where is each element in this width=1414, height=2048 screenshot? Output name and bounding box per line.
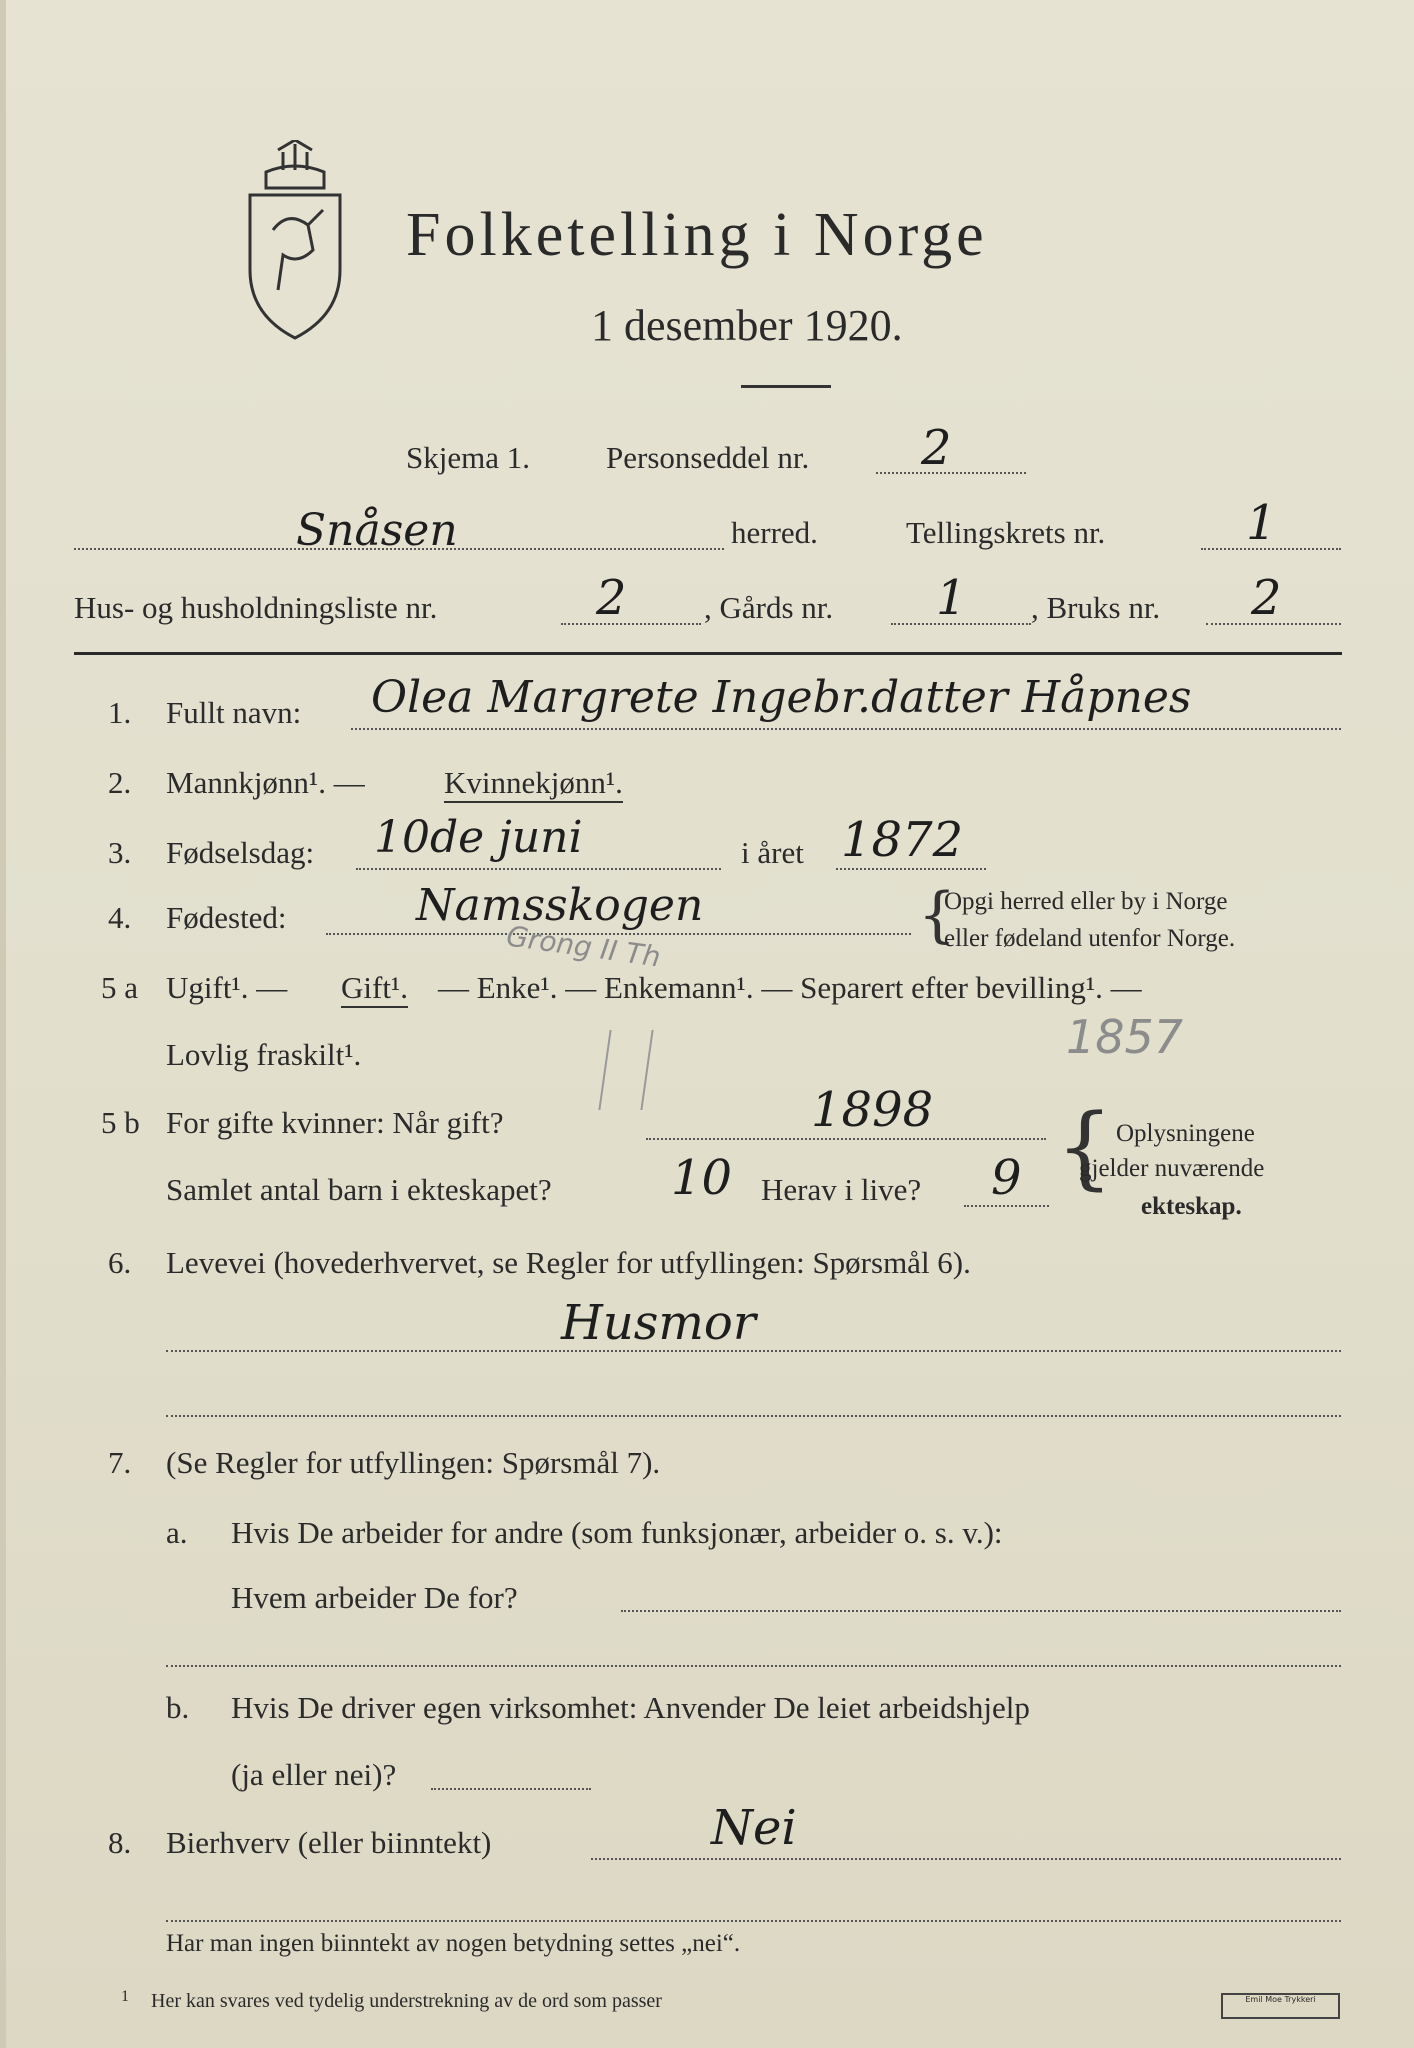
q4-label: Fødested: — [166, 900, 287, 935]
divider — [741, 385, 831, 388]
tellingskrets-value[interactable]: 1 — [1246, 495, 1277, 551]
q7b-label: Hvis De driver egen virksomhet: Anvender De leiet arbeidshjelp — [231, 1690, 1030, 1725]
personseddel-value[interactable]: 2 — [921, 420, 952, 476]
q5a-number: 5 a — [101, 970, 139, 1005]
q8-line — [591, 1858, 1341, 1860]
hus-value[interactable]: 2 — [596, 570, 627, 626]
q4-brace: { — [918, 880, 957, 950]
q3-year-line — [836, 868, 986, 870]
form-title: Folketelling i Norge — [406, 201, 988, 269]
q4-note-line1: Opgi herred eller by i Norge — [944, 888, 1228, 915]
q7-label: (Se Regler for utfyllingen: Spørsmål 7). — [166, 1445, 661, 1480]
printer-stamp: Emil Moe Trykkeri — [1221, 1993, 1340, 2019]
q4-value[interactable]: Namsskogen — [416, 880, 704, 931]
section-rule — [74, 652, 1342, 655]
gards-label: , Gårds nr. — [704, 590, 834, 625]
q7b-line2-label: (ja eller nei)? — [231, 1757, 397, 1792]
q3-year-label: i året — [741, 835, 804, 870]
hus-line — [561, 623, 701, 625]
q5a-pencil-note: 1857 — [1066, 1010, 1184, 1064]
skjema-label: Skjema 1. — [406, 440, 530, 475]
q5b-children-value[interactable]: 10 — [671, 1150, 733, 1206]
q2-label-female[interactable]: Kvinnekjønn¹. — [444, 765, 623, 803]
q6-line1 — [166, 1350, 1341, 1352]
census-date: 1 desember 1920. — [591, 301, 903, 350]
q2-number: 2. — [108, 765, 132, 800]
q6-number: 6. — [108, 1245, 132, 1280]
q1-line — [351, 728, 1341, 730]
tellingskrets-label: Tellingskrets nr. — [906, 515, 1106, 550]
gards-value[interactable]: 1 — [936, 570, 967, 626]
q7a-letter: a. — [166, 1515, 188, 1550]
q5a-gift[interactable]: Gift¹. — [341, 970, 408, 1008]
bruks-label: , Bruks nr. — [1031, 590, 1161, 625]
q3-line — [356, 868, 721, 870]
q7a-line[interactable] — [621, 1610, 1341, 1612]
footnote-number: 1 — [121, 1988, 129, 2005]
q4-pencil-note: Grong II Th — [504, 919, 663, 974]
q6-line2 — [166, 1415, 1341, 1417]
q1-number: 1. — [108, 695, 132, 730]
q7a-line-extra — [166, 1665, 1341, 1667]
q8-value[interactable]: Nei — [711, 1800, 797, 1856]
q5b-alive-value[interactable]: 9 — [991, 1150, 1022, 1206]
q7b-letter: b. — [166, 1690, 190, 1725]
q5b-note-line1: Oplysningene — [1116, 1120, 1255, 1147]
q3-number: 3. — [108, 835, 132, 870]
q1-value[interactable]: Olea Margrete Ingebr.datter Håpnes — [371, 672, 1192, 723]
q5b-line — [646, 1138, 1046, 1140]
q5a-other-options: — Enke¹. — Enkemann¹. — Separert efter bevilling¹. — — [438, 970, 1142, 1005]
bruks-value[interactable]: 2 — [1251, 570, 1282, 626]
q5b-number: 5 b — [101, 1105, 140, 1140]
q8-number: 8. — [108, 1825, 132, 1860]
coat-of-arms-icon — [238, 140, 353, 345]
q5b-brace: { — [1056, 1095, 1114, 1200]
herred-value[interactable]: Snåsen — [296, 505, 458, 556]
q7b-line[interactable] — [431, 1788, 591, 1790]
q5b-label: For gifte kvinner: Når gift? — [166, 1105, 504, 1140]
q4-note-line2: eller fødeland utenfor Norge. — [944, 925, 1236, 952]
q3-value[interactable]: 10de juni — [374, 812, 583, 863]
q5b-value[interactable]: 1898 — [811, 1082, 934, 1138]
q6-label: Levevei (hovederhvervet, se Regler for utfyllingen: Spørsmål 6). — [166, 1245, 971, 1280]
footnote-text: Her kan svares ved tydelig understrekning av de ord som passer — [151, 1990, 662, 2012]
q8-line-extra — [166, 1920, 1341, 1922]
personseddel-label: Personseddel nr. — [606, 440, 810, 475]
q5b-note-line3: ekteskap. — [1141, 1193, 1242, 1220]
q5a-divorced: Lovlig fraskilt¹. — [166, 1037, 362, 1072]
q3-label: Fødselsdag: — [166, 835, 315, 870]
q7-number: 7. — [108, 1445, 132, 1480]
q5b-children-label: Samlet antal barn i ekteskapet? — [166, 1172, 552, 1207]
q2-label-male: Mannkjønn¹. — — [166, 765, 365, 800]
q7a-line2-label: Hvem arbeider De for? — [231, 1580, 518, 1615]
q1-label: Fullt navn: — [166, 695, 302, 730]
q6-value[interactable]: Husmor — [561, 1295, 756, 1351]
q5a-ugift: Ugift¹. — — [166, 970, 288, 1005]
q8-label: Bierhverv (eller biinntekt) — [166, 1825, 492, 1860]
q5b-alive-label: Herav i live? — [761, 1172, 922, 1207]
herred-label: herred. — [731, 515, 818, 550]
pencil-tick-mark — [598, 1030, 653, 1110]
q3-year-value[interactable]: 1872 — [841, 812, 964, 868]
q4-number: 4. — [108, 900, 132, 935]
q5b-note-line2: gjelder nuværende — [1079, 1155, 1265, 1182]
hus-label: Hus- og husholdningsliste nr. — [74, 590, 438, 625]
q7a-label: Hvis De arbeider for andre (som funksjonær, arbeider o. s. v.): — [231, 1515, 1003, 1550]
footer-note: Har man ingen biinntekt av nogen betydning settes „nei“. — [166, 1930, 741, 1957]
